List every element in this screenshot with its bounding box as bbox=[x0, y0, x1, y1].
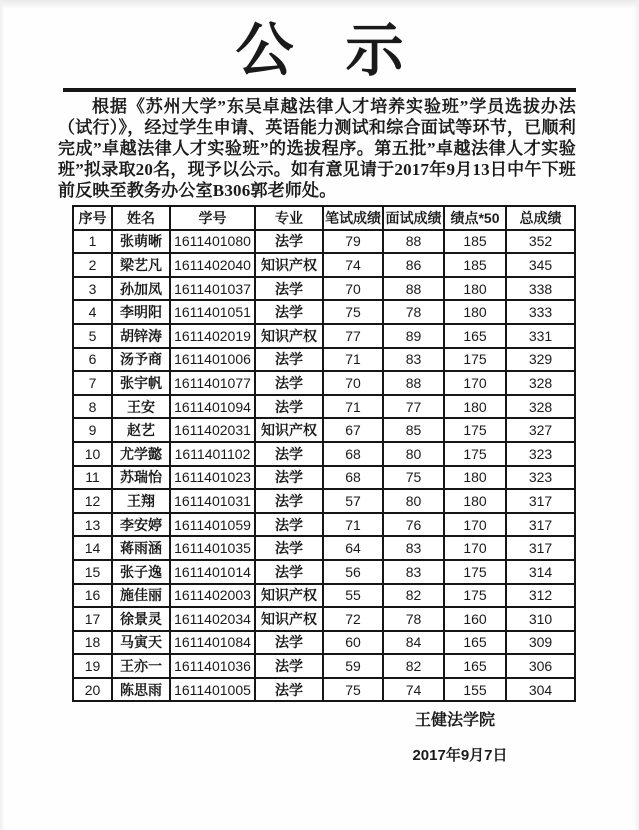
table-row bbox=[73, 442, 575, 466]
cell-index: 9 bbox=[73, 418, 112, 442]
cell-name: 孙加凤 bbox=[112, 277, 170, 301]
title-char-1: 公 bbox=[235, 18, 294, 83]
cell-interview-score: 85 bbox=[383, 418, 444, 442]
header-major: 专业 bbox=[255, 206, 323, 230]
cell-major: 法学 bbox=[255, 395, 323, 419]
cell-gpa-x50: 155 bbox=[444, 678, 506, 702]
scan-edge-right bbox=[634, 0, 639, 830]
cell-total-score: 317 bbox=[506, 536, 575, 560]
cell-index: 6 bbox=[73, 348, 112, 372]
table-row bbox=[73, 300, 575, 324]
cell-major: 知识产权 bbox=[255, 584, 323, 608]
table-row bbox=[73, 536, 575, 560]
table-row bbox=[73, 277, 575, 301]
table-header-row bbox=[73, 206, 575, 230]
table-row bbox=[73, 230, 575, 254]
cell-written-score: 55 bbox=[323, 584, 383, 608]
cell-gpa-x50: 185 bbox=[444, 253, 506, 277]
cell-interview-score: 82 bbox=[383, 584, 444, 608]
scan-edge-left bbox=[0, 0, 5, 830]
cell-name: 张萌晰 bbox=[112, 230, 170, 254]
signature: 王健法学院 bbox=[414, 712, 495, 729]
table-row bbox=[73, 607, 575, 631]
cell-index: 10 bbox=[73, 442, 112, 466]
cell-total-score: 309 bbox=[506, 631, 575, 655]
cell-interview-score: 80 bbox=[383, 442, 444, 466]
table-row bbox=[73, 418, 575, 442]
cell-student-id: 1611402003 bbox=[170, 584, 255, 608]
cell-gpa-x50: 175 bbox=[444, 584, 506, 608]
cell-name: 施佳丽 bbox=[112, 584, 170, 608]
cell-name: 蒋雨涵 bbox=[112, 536, 170, 560]
cell-gpa-x50: 165 bbox=[444, 631, 506, 655]
cell-major: 法学 bbox=[255, 466, 323, 490]
cell-index: 14 bbox=[73, 536, 112, 560]
cell-student-id: 1611401080 bbox=[170, 230, 255, 254]
cell-student-id: 1611402034 bbox=[170, 607, 255, 631]
cell-major: 知识产权 bbox=[255, 607, 323, 631]
cell-total-score: 352 bbox=[506, 230, 575, 254]
title-char-2: 示 bbox=[345, 18, 404, 83]
cell-major: 法学 bbox=[255, 654, 323, 678]
cell-student-id: 1611401036 bbox=[170, 654, 255, 678]
cell-student-id: 1611402031 bbox=[170, 418, 255, 442]
table-row bbox=[73, 324, 575, 348]
cell-name: 李安婷 bbox=[112, 513, 170, 537]
cell-student-id: 1611401023 bbox=[170, 466, 255, 490]
cell-interview-score: 88 bbox=[383, 371, 444, 395]
table-row bbox=[73, 371, 575, 395]
cell-total-score: 310 bbox=[506, 607, 575, 631]
cell-gpa-x50: 170 bbox=[444, 536, 506, 560]
cell-major: 法学 bbox=[255, 277, 323, 301]
cell-major: 法学 bbox=[255, 678, 323, 702]
cell-student-id: 1611401102 bbox=[170, 442, 255, 466]
table-row bbox=[73, 560, 575, 584]
cell-student-id: 1611401014 bbox=[170, 560, 255, 584]
cell-name: 胡锌涛 bbox=[112, 324, 170, 348]
cell-total-score: 345 bbox=[506, 253, 575, 277]
cell-name: 马寅天 bbox=[112, 631, 170, 655]
cell-gpa-x50: 170 bbox=[444, 513, 506, 537]
cell-name: 李明阳 bbox=[112, 300, 170, 324]
cell-written-score: 67 bbox=[323, 418, 383, 442]
cell-interview-score: 83 bbox=[383, 348, 444, 372]
cell-written-score: 70 bbox=[323, 277, 383, 301]
cell-name: 王亦一 bbox=[112, 654, 170, 678]
table-row bbox=[73, 348, 575, 372]
cell-written-score: 71 bbox=[323, 395, 383, 419]
cell-student-id: 1611401059 bbox=[170, 513, 255, 537]
cell-written-score: 77 bbox=[323, 324, 383, 348]
cell-total-score: 333 bbox=[506, 300, 575, 324]
cell-written-score: 57 bbox=[323, 489, 383, 513]
cell-student-id: 1611401031 bbox=[170, 489, 255, 513]
cell-gpa-x50: 175 bbox=[444, 442, 506, 466]
cell-index: 16 bbox=[73, 584, 112, 608]
cell-gpa-x50: 175 bbox=[444, 560, 506, 584]
header-total-score: 总成绩 bbox=[506, 206, 575, 230]
cell-index: 18 bbox=[73, 631, 112, 655]
cell-total-score: 338 bbox=[506, 277, 575, 301]
table-row bbox=[73, 466, 575, 490]
cell-interview-score: 78 bbox=[383, 607, 444, 631]
cell-major: 法学 bbox=[255, 489, 323, 513]
cell-interview-score: 75 bbox=[383, 466, 444, 490]
cell-interview-score: 86 bbox=[383, 253, 444, 277]
cell-total-score: 323 bbox=[506, 466, 575, 490]
cell-interview-score: 88 bbox=[383, 230, 444, 254]
cell-total-score: 317 bbox=[506, 513, 575, 537]
cell-index: 17 bbox=[73, 607, 112, 631]
cell-gpa-x50: 180 bbox=[444, 277, 506, 301]
cell-total-score: 331 bbox=[506, 324, 575, 348]
cell-written-score: 59 bbox=[323, 654, 383, 678]
cell-index: 11 bbox=[73, 466, 112, 490]
cell-index: 13 bbox=[73, 513, 112, 537]
cell-student-id: 1611401035 bbox=[170, 536, 255, 560]
cell-index: 19 bbox=[73, 654, 112, 678]
cell-name: 尤学懿 bbox=[112, 442, 170, 466]
cell-index: 4 bbox=[73, 300, 112, 324]
header-student-id: 学号 bbox=[170, 206, 255, 230]
cell-name: 张子逸 bbox=[112, 560, 170, 584]
cell-name: 徐景灵 bbox=[112, 607, 170, 631]
cell-interview-score: 84 bbox=[383, 631, 444, 655]
scan-edge-top bbox=[0, 0, 639, 9]
cell-major: 法学 bbox=[255, 348, 323, 372]
cell-student-id: 1611401006 bbox=[170, 348, 255, 372]
cell-gpa-x50: 175 bbox=[444, 418, 506, 442]
cell-index: 8 bbox=[73, 395, 112, 419]
cell-interview-score: 74 bbox=[383, 678, 444, 702]
cell-interview-score: 83 bbox=[383, 536, 444, 560]
cell-written-score: 56 bbox=[323, 560, 383, 584]
cell-index: 1 bbox=[73, 230, 112, 254]
date: 2017年9月7日 bbox=[412, 747, 508, 764]
cell-major: 法学 bbox=[255, 442, 323, 466]
cell-student-id: 1611402040 bbox=[170, 253, 255, 277]
cell-total-score: 328 bbox=[506, 371, 575, 395]
header-name: 姓名 bbox=[112, 206, 170, 230]
cell-index: 3 bbox=[73, 277, 112, 301]
cell-total-score: 329 bbox=[506, 348, 575, 372]
cell-written-score: 68 bbox=[323, 466, 383, 490]
cell-interview-score: 88 bbox=[383, 277, 444, 301]
cell-gpa-x50: 165 bbox=[444, 654, 506, 678]
cell-student-id: 1611401077 bbox=[170, 371, 255, 395]
cell-interview-score: 78 bbox=[383, 300, 444, 324]
cell-interview-score: 89 bbox=[383, 324, 444, 348]
cell-gpa-x50: 180 bbox=[444, 395, 506, 419]
cell-total-score: 328 bbox=[506, 395, 575, 419]
cell-student-id: 1611401037 bbox=[170, 277, 255, 301]
cell-interview-score: 83 bbox=[383, 560, 444, 584]
cell-index: 7 bbox=[73, 371, 112, 395]
cell-total-score: 304 bbox=[506, 678, 575, 702]
cell-student-id: 1611401094 bbox=[170, 395, 255, 419]
cell-gpa-x50: 180 bbox=[444, 300, 506, 324]
admission-score-table bbox=[72, 205, 576, 702]
cell-major: 法学 bbox=[255, 536, 323, 560]
cell-written-score: 72 bbox=[323, 607, 383, 631]
announcement-paragraph: 根据《苏州大学”东吴卓越法律人才培养实验班”学员选拔办法（试行）》，经过学生申请、英语能力测试和综合面试等环节，已顺利完成”卓越法律人才实验班”的选拔程序。第五批”卓越法律人才实验班”拟录取20名，现予以公示。如有意见请于2017年9月13日中午下班前反映至教务办公室B306郭老师处。 bbox=[58, 97, 576, 200]
cell-total-score: 306 bbox=[506, 654, 575, 678]
cell-total-score: 317 bbox=[506, 489, 575, 513]
cell-interview-score: 77 bbox=[383, 395, 444, 419]
header-index: 序号 bbox=[73, 206, 112, 230]
cell-student-id: 1611401084 bbox=[170, 631, 255, 655]
cell-interview-score: 76 bbox=[383, 513, 444, 537]
cell-gpa-x50: 170 bbox=[444, 371, 506, 395]
cell-name: 王翔 bbox=[112, 489, 170, 513]
cell-interview-score: 80 bbox=[383, 489, 444, 513]
cell-major: 知识产权 bbox=[255, 324, 323, 348]
header-written-score: 笔试成绩 bbox=[323, 206, 383, 230]
cell-written-score: 74 bbox=[323, 253, 383, 277]
cell-written-score: 71 bbox=[323, 513, 383, 537]
cell-total-score: 312 bbox=[506, 584, 575, 608]
cell-index: 12 bbox=[73, 489, 112, 513]
table-row bbox=[73, 678, 575, 702]
cell-written-score: 75 bbox=[323, 678, 383, 702]
cell-name: 王安 bbox=[112, 395, 170, 419]
cell-student-id: 1611402019 bbox=[170, 324, 255, 348]
cell-major: 知识产权 bbox=[255, 418, 323, 442]
cell-name: 赵艺 bbox=[112, 418, 170, 442]
cell-name: 梁艺凡 bbox=[112, 253, 170, 277]
cell-major: 法学 bbox=[255, 300, 323, 324]
cell-written-score: 60 bbox=[323, 631, 383, 655]
cell-gpa-x50: 160 bbox=[444, 607, 506, 631]
table-row bbox=[73, 395, 575, 419]
cell-total-score: 327 bbox=[506, 418, 575, 442]
page-title bbox=[0, 16, 639, 86]
cell-gpa-x50: 185 bbox=[444, 230, 506, 254]
cell-name: 张宇帆 bbox=[112, 371, 170, 395]
cell-gpa-x50: 165 bbox=[444, 324, 506, 348]
header-gpa-x50: 绩点*50 bbox=[444, 206, 506, 230]
cell-major: 法学 bbox=[255, 560, 323, 584]
cell-name: 苏瑞怡 bbox=[112, 466, 170, 490]
cell-gpa-x50: 180 bbox=[444, 466, 506, 490]
cell-name: 陈思雨 bbox=[112, 678, 170, 702]
table-row bbox=[73, 584, 575, 608]
cell-gpa-x50: 175 bbox=[444, 348, 506, 372]
table-row bbox=[73, 654, 575, 678]
cell-written-score: 68 bbox=[323, 442, 383, 466]
cell-index: 5 bbox=[73, 324, 112, 348]
cell-written-score: 79 bbox=[323, 230, 383, 254]
table-body bbox=[73, 230, 575, 702]
header-interview-score: 面试成绩 bbox=[383, 206, 444, 230]
table-row bbox=[73, 513, 575, 537]
cell-major: 法学 bbox=[255, 513, 323, 537]
cell-student-id: 1611401005 bbox=[170, 678, 255, 702]
table-row bbox=[73, 489, 575, 513]
cell-major: 知识产权 bbox=[255, 253, 323, 277]
cell-major: 法学 bbox=[255, 230, 323, 254]
title-divider bbox=[63, 88, 576, 92]
cell-name: 汤予商 bbox=[112, 348, 170, 372]
table-row bbox=[73, 253, 575, 277]
cell-written-score: 71 bbox=[323, 348, 383, 372]
cell-student-id: 1611401051 bbox=[170, 300, 255, 324]
cell-interview-score: 82 bbox=[383, 654, 444, 678]
cell-total-score: 314 bbox=[506, 560, 575, 584]
cell-total-score: 323 bbox=[506, 442, 575, 466]
cell-index: 15 bbox=[73, 560, 112, 584]
cell-index: 2 bbox=[73, 253, 112, 277]
cell-gpa-x50: 180 bbox=[444, 489, 506, 513]
cell-major: 法学 bbox=[255, 631, 323, 655]
cell-written-score: 64 bbox=[323, 536, 383, 560]
cell-written-score: 70 bbox=[323, 371, 383, 395]
cell-index: 20 bbox=[73, 678, 112, 702]
table-row bbox=[73, 631, 575, 655]
cell-written-score: 75 bbox=[323, 300, 383, 324]
cell-major: 法学 bbox=[255, 371, 323, 395]
